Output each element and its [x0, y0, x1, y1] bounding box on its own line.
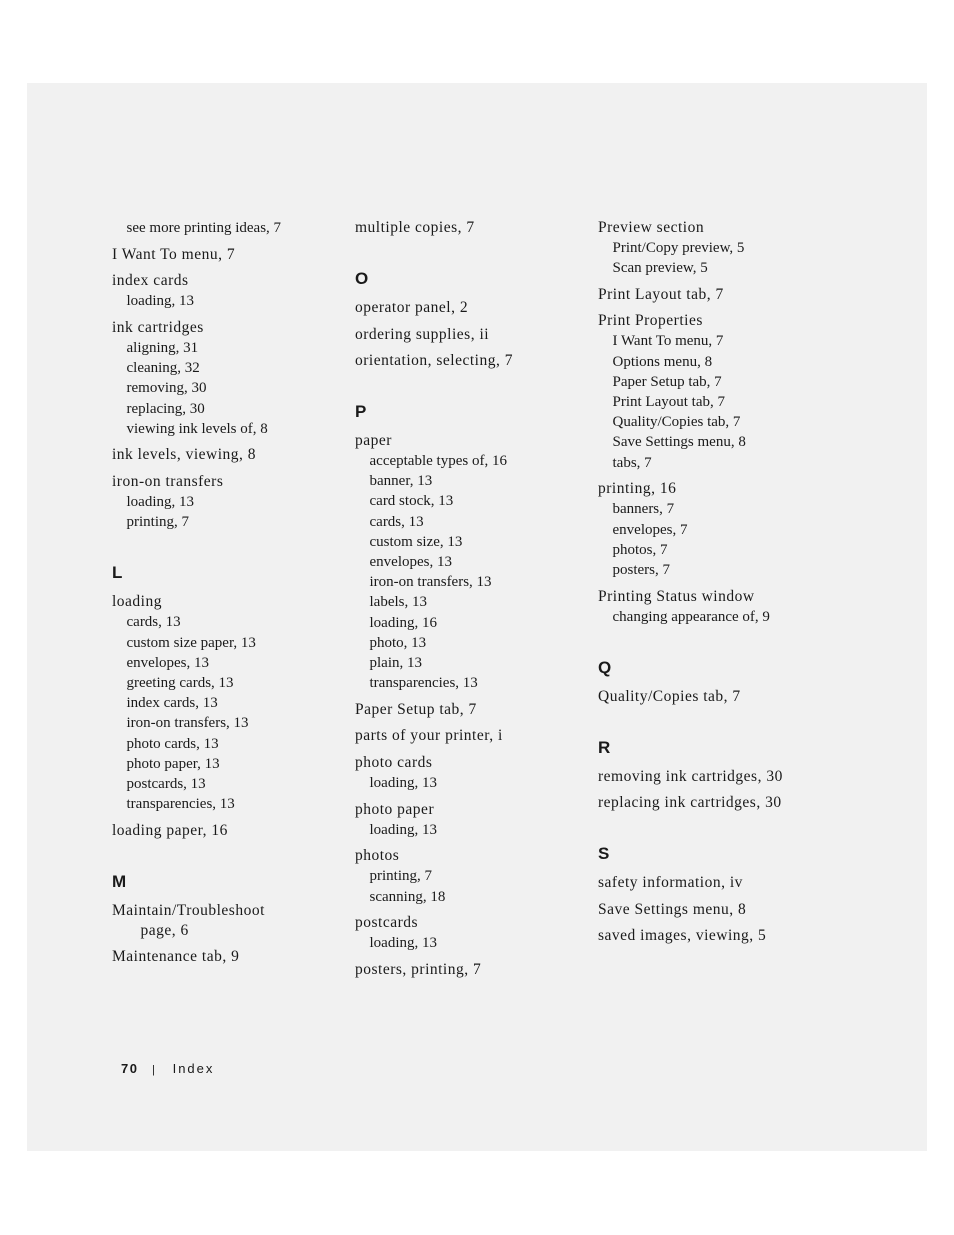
index-entry: multiple copies, 7: [355, 219, 475, 236]
index-subentry: photo, 13: [369, 634, 427, 651]
index-subentry: Print Layout tab, 7: [612, 394, 725, 411]
section-letter-heading: O: [355, 269, 369, 288]
index-entry: ink cartridges: [112, 318, 204, 336]
index-subentry: viewing ink levels of, 8: [126, 420, 268, 437]
index-entry: Printing Status window: [598, 587, 755, 605]
index-entry-continuation: page, 6: [140, 921, 189, 939]
page-number: 70: [121, 1061, 139, 1076]
index-subentry: Scan preview, 5: [612, 260, 708, 277]
index-entry: iron-on transfers: [112, 472, 224, 490]
index-subentry: posters, 7: [612, 561, 670, 578]
index-entry: Print Properties: [598, 312, 703, 330]
index-entry: safety information, iv: [598, 874, 743, 892]
section-letter-heading: Q: [598, 657, 612, 677]
index-entry: Save Settings menu, 8: [598, 900, 747, 918]
index-entry: ink levels, viewing, 8: [112, 446, 257, 464]
index-column-3: [598, 218, 848, 946]
index-subentry: Quality/Copies tab, 7: [612, 414, 741, 431]
index-entry: Quality/Copies tab, 7: [598, 687, 741, 705]
index-subentry: labels, 13: [369, 594, 427, 611]
index-entry: loading: [112, 593, 162, 611]
index-subentry: replacing, 30: [126, 400, 205, 417]
index-subentry: loading, 13: [126, 293, 194, 310]
index-subentry: cleaning, 32: [126, 360, 200, 377]
index-entry: paper: [355, 432, 392, 449]
index-entry: photo paper: [355, 800, 435, 818]
section-letter-heading: S: [598, 844, 610, 864]
section-letter-heading: M: [112, 871, 127, 891]
index-entry: Preview section: [598, 219, 705, 236]
index-subentry: tabs, 7: [612, 454, 652, 471]
index-subentry: envelopes, 13: [126, 654, 209, 671]
index-entry: posters, printing, 7: [355, 960, 482, 978]
index-subentry: iron-on transfers, 13: [126, 715, 249, 732]
index-subentry: printing, 7: [369, 868, 432, 885]
index-subentry: cards, 13: [126, 614, 181, 631]
index-entry: operator panel, 2: [355, 299, 469, 316]
index-entry: photo cards: [355, 753, 433, 771]
index-subentry: loading, 13: [369, 774, 437, 791]
index-entry: Print Layout tab, 7: [598, 285, 724, 303]
index-subentry: cards, 13: [369, 513, 424, 530]
index-entry: removing ink cartridges, 30: [598, 767, 783, 785]
index-subentry: Save Settings menu, 8: [612, 434, 746, 451]
page-footer: [121, 1061, 214, 1076]
index-subentry: scanning, 18: [369, 888, 446, 905]
index-subentry: transparencies, 13: [126, 796, 235, 813]
index-subentry: Options menu, 8: [612, 353, 713, 370]
index-subentry: card stock, 13: [369, 493, 454, 510]
index-entry: index cards: [112, 272, 189, 290]
index-subentry: loading, 16: [369, 614, 437, 631]
index-entry: saved images, viewing, 5: [598, 927, 767, 945]
index-column-1: [112, 218, 342, 967]
index-column-2: [355, 218, 585, 980]
index-subentry: photo cards, 13: [126, 735, 219, 752]
index-subentry: loading, 13: [369, 935, 437, 952]
index-subentry: index cards, 13: [126, 695, 218, 712]
index-entry: Maintenance tab, 9: [112, 948, 240, 966]
index-entry: replacing ink cartridges, 30: [598, 794, 782, 812]
index-subentry: acceptable types of, 16: [369, 453, 507, 469]
index-subentry: envelopes, 13: [369, 554, 452, 571]
index-entry: ordering supplies, ii: [355, 325, 490, 343]
index-entry: Paper Setup tab, 7: [355, 700, 477, 718]
section-letter-heading: R: [598, 737, 611, 757]
index-entry: printing, 16: [598, 480, 677, 498]
index-subentry: photos, 7: [612, 541, 668, 558]
index-subentry: banners, 7: [612, 501, 675, 518]
index-entry: photos: [355, 847, 400, 865]
index-subentry: Paper Setup tab, 7: [612, 373, 722, 390]
section-label: Index: [172, 1061, 215, 1076]
index-subentry: printing, 7: [126, 514, 189, 531]
index-entry: loading paper, 16: [112, 821, 228, 839]
section-letter-heading: L: [112, 563, 123, 583]
index-subentry: see more printing ideas, 7: [126, 220, 282, 236]
index-entry: orientation, selecting, 7: [355, 352, 513, 369]
index-subentry: iron-on transfers, 13: [369, 574, 492, 591]
index-entry: Maintain/Troubleshoot: [112, 901, 265, 919]
index-entry: parts of your printer, i: [355, 727, 503, 745]
index-subentry: loading, 13: [369, 821, 437, 838]
index-subentry: photo paper, 13: [126, 755, 220, 772]
index-subentry: postcards, 13: [126, 775, 206, 792]
index-subentry: aligning, 31: [126, 339, 199, 356]
index-entry: postcards: [355, 914, 419, 932]
index-subentry: custom size paper, 13: [126, 634, 256, 651]
section-letter-heading: P: [355, 402, 367, 421]
index-subentry: transparencies, 13: [369, 675, 478, 692]
index-subentry: envelopes, 7: [612, 521, 688, 538]
footer-separator: |: [152, 1064, 155, 1076]
index-subentry: Print/Copy preview, 5: [612, 240, 745, 256]
index-entry: I Want To menu, 7: [112, 245, 236, 263]
index-subentry: greeting cards, 13: [126, 674, 234, 691]
index-subentry: custom size, 13: [369, 533, 463, 550]
index-subentry: loading, 13: [126, 493, 194, 510]
index-subentry: banner, 13: [369, 473, 433, 490]
index-subentry: removing, 30: [126, 380, 207, 397]
index-subentry: I Want To menu, 7: [612, 333, 724, 350]
index-subentry: changing appearance of, 9: [612, 608, 770, 625]
index-subentry: plain, 13: [369, 655, 422, 672]
